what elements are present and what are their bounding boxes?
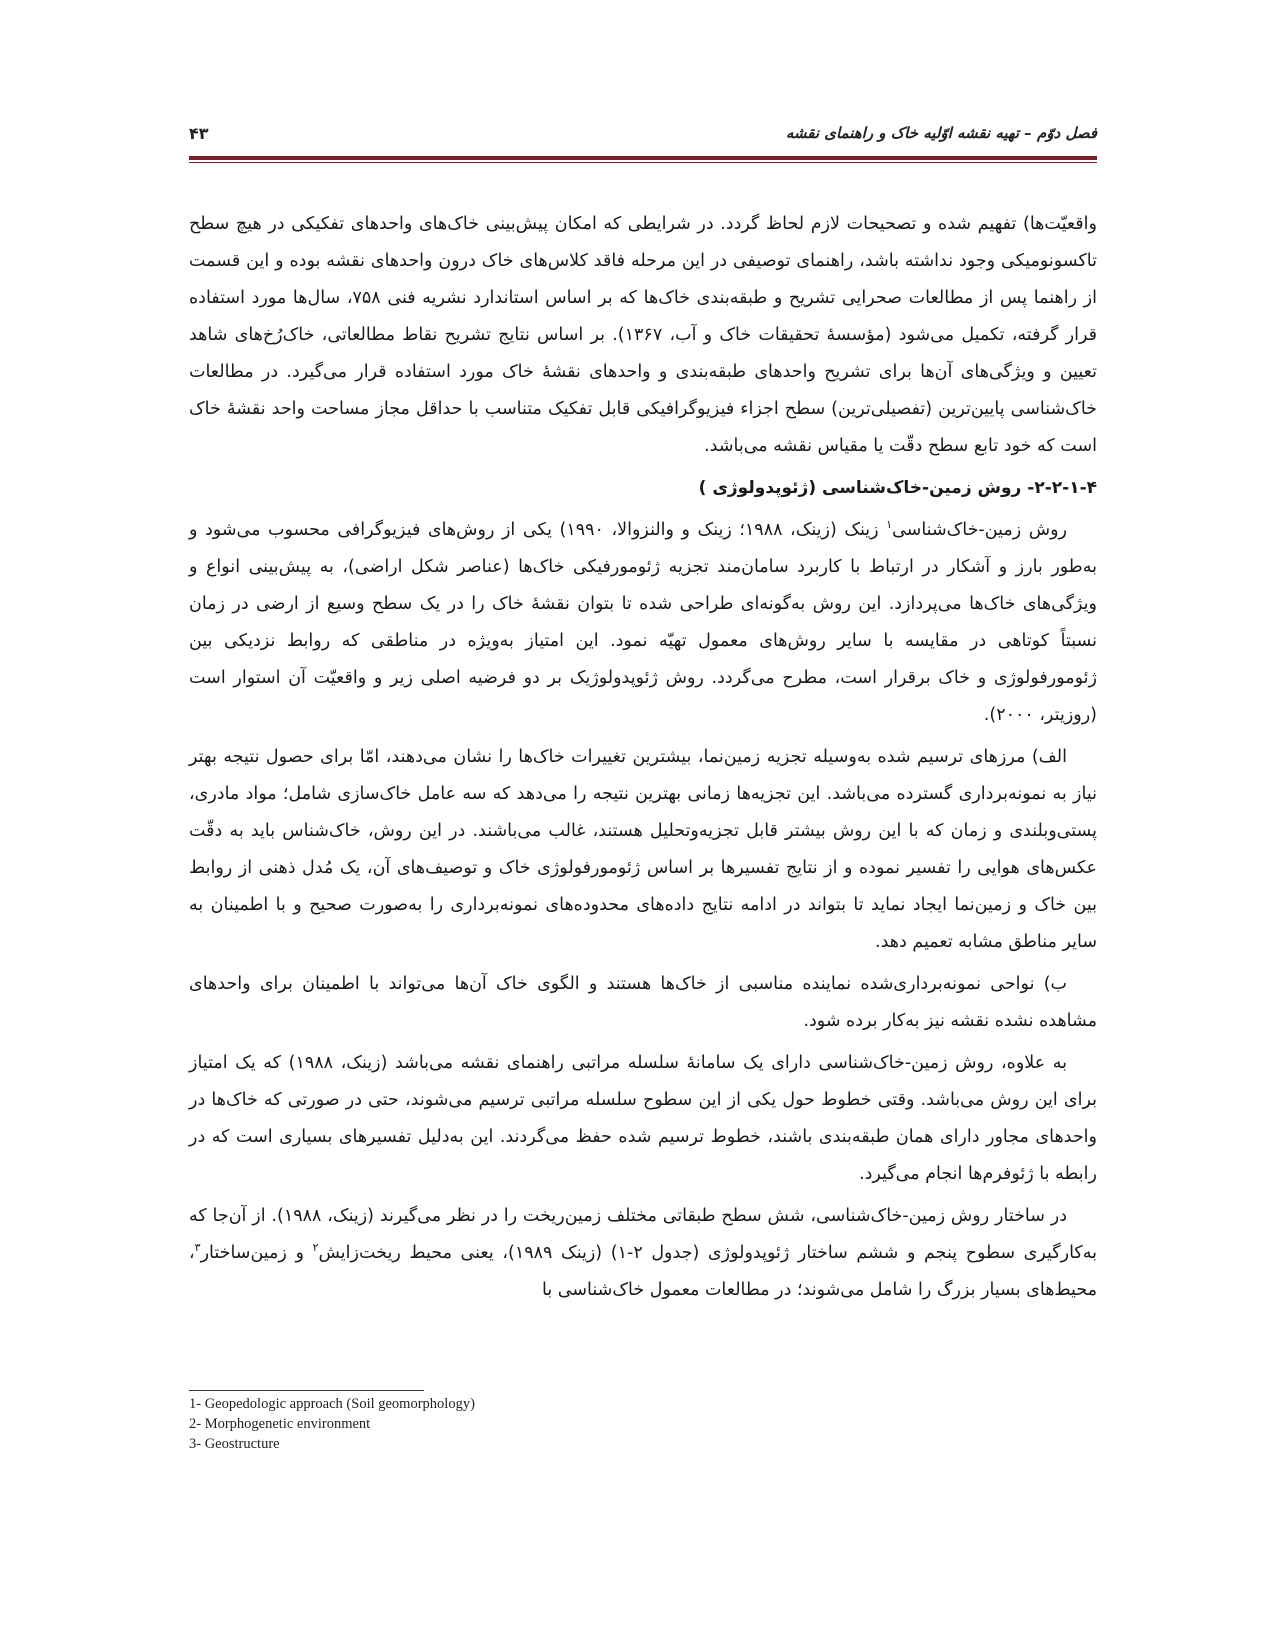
paragraph-text: زینک (زینک، ۱۹۸۸؛ زینک و والنزوالا، ۱۹۹۰) یکی از روش‌های فیزیوگرافی محسوب می‌شود و به‌طور بارز و آشکار در ارتباط با کاربرد سامان‌مند تجزیه ژئومورفیکی خاک‌ها (عناصر شکل اراضی)، به پیش‌بینی انواع و ویژگی‌های خاک‌ها می‌پردازد. این روش به‌گونه‌ای طراحی شده تا بتوان نقشهٔ خاک را در یک سطح وسیع از ارضی در زمان نسبتاً کوتاهی در مقایسه با سایر روش‌های معمول تهیّه نمود. این امتیاز به‌ویژه در مناطقی که روابط نزدیکی بین ژئومورفولوژی و خاک برقرار است، مطرح می‌گردد. روش ژئوپدولوژیک بر دو فرضیه اصلی زیر و واقعیّت آن استوار است (روزیتر، ۲۰۰۰).	[189, 520, 1097, 725]
paragraph-text: در ساختار روش زمین-خاک‌شناسی، شش سطح طبقاتی مختلف زمین‌ریخت را در نظر می‌گیرند (زینک، ۱۹۸۸). از آن‌جا که به‌کارگیری سطوح پنجم و ششم ساختار ژئوپدولوژی (جدول ۲-۱) (زینک ۱۹۸۹)، یعنی محیط ریخت‌زایش	[189, 1206, 1098, 1263]
paragraph-text: و زمین‌ساختار	[200, 1243, 313, 1263]
footnote-ref: ۳	[194, 1241, 201, 1255]
paragraph: به علاوه، روش زمین-خاک‌شناسی دارای یک سامانهٔ سلسله مراتبی راهنمای نقشه می‌باشد (زینک، ۱۹۸۸) که یک امتیاز برای این روش می‌باشد. وقتی خطوط حول یکی از این سطوح سلسله مراتبی ترسیم می‌شوند، حتی در صورتی که خاک‌ها در واحدهای مجاور دارای همان طبقه‌بندی باشند، خطوط ترسیم شده حفظ می‌گردند. این به‌دلیل تفسیرهای بسیاری است که در رابطه با ژئوفرم‌ها انجام می‌گیرد.	[189, 1053, 1097, 1184]
section-heading: ۲-۲-۱-۴- روش زمین-خاک‌شناسی (ژئوپدولوژی )	[698, 478, 1097, 498]
footnotes	[189, 1394, 789, 1454]
paragraph: الف) مرزهای ترسیم شده به‌وسیله تجزیه زمین‌نما، بیشترین تغییرات خاک‌ها را نشان می‌دهند، امّا برای حصول نتیجه بهتر نیاز به نمونه‌برداری گسترده می‌باشد. این تجزیه‌ها زمانی بهترین نتیجه را می‌دهد که سه عامل خاک‌سازی شامل؛ مواد مادری، پستی‌وبلندی و زمان که با این روش بیشتر قابل تجزیه‌وتحلیل هستند، غالب می‌باشند. در این روش، خاک‌شناس باید به دقّت عکس‌های هوایی را تفسیر نموده و از نتایج تفسیرها بر اساس ژئومورفولوژی خاک و توصیف‌های آن، یک مُدل ذهنی از روابط بین خاک و زمین‌نما ایجاد نماید تا بتواند در ادامه نتایج داده‌های محدوده‌های نمونه‌برداری را به‌صورت صحیح و با اطمینان به سایر مناطق مشابه تعمیم دهد.	[189, 747, 1097, 952]
paragraph: واقعیّت‌ها) تفهیم شده و تصحیحات لازم لحاظ گردد. در شرایطی که امکان پیش‌بینی خاک‌های واحدهای تفکیکی در هیچ سطح تاکسونومیکی وجود نداشته باشد، راهنمای توصیفی در این مرحله فاقد کلاس‌های خاک درون واحدهای نقشه بوده و این قسمت از راهنما پس از مطالعات صحرایی تشریح و طبقه‌بندی خاک‌ها که بر اساس استاندارد نشریه فنی ۷۵۸، سال‌ها مورد استفاده قرار گرفته، تکمیل می‌شود (مؤسسهٔ تحقیقات خاک و آب، ۱۳۶۷). بر اساس نتایج تشریح نقاط مطالعاتی، خاک‌رُخ‌های شاهد تعیین و ویژگی‌های آن‌ها برای تشریح واحدهای طبقه‌بندی و واحدهای نقشهٔ خاک مورد استفاده قرار می‌گیرد. در مطالعات خاک‌شناسی پایین‌ترین (تفصیلی‌ترین) سطح اجزاء فیزیوگرافیکی قابل تفکیک متناسب با حداقل مجاز مساحت واحد نقشهٔ خاک است که خود تابع سطح دقّت یا مقیاس نقشه می‌باشد.	[189, 214, 1097, 456]
footnote-ref: ۱	[886, 518, 893, 532]
page-number: ۴۳	[189, 124, 209, 143]
paragraph: ب) نواحی نمونه‌برداری‌شده نماینده مناسبی از خاک‌ها هستند و الگوی خاک آن‌ها می‌تواند با اطمینان برای واحدهای مشاهده نشده نقشه نیز به‌کار برده شود.	[189, 974, 1097, 1031]
footnote: 3- Geostructure	[189, 1436, 280, 1452]
footnote-rule	[189, 1390, 424, 1391]
header-rule	[189, 156, 1097, 160]
chapter-title: فصل دوّم – تهیه نقشه اوّلیه خاک و راهنمای نقشه	[785, 124, 1097, 142]
paragraph-text: ، محیط‌های بسیار بزرگ را شامل می‌شوند؛ در مطالعات معمول خاک‌شناسی با	[189, 1243, 1097, 1300]
footnote-ref: ۲	[312, 1241, 319, 1255]
body-text	[189, 206, 1097, 1314]
paragraph	[189, 1198, 1097, 1309]
paragraph-text: روش زمین-خاک‌شناسی	[892, 520, 1067, 540]
page-header	[189, 120, 1097, 150]
footnote: 2- Morphogenetic environment	[189, 1416, 371, 1432]
footnote: 1- Geopedologic approach (Soil geomorphology)	[189, 1396, 475, 1412]
paragraph	[189, 512, 1097, 734]
header-rule-thin	[189, 162, 1097, 163]
